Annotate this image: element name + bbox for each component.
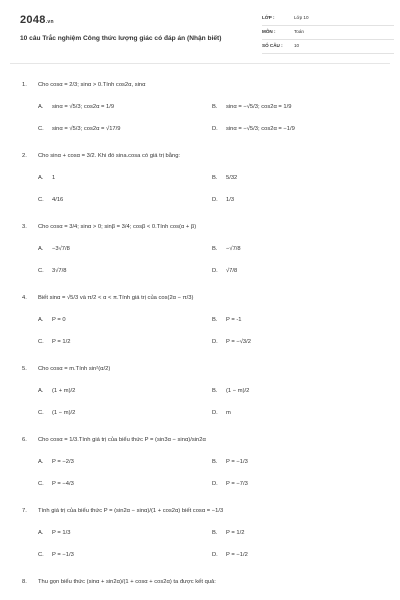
option-d[interactable] [212, 268, 237, 276]
option-c[interactable] [38, 197, 63, 205]
option-text: √7/8 [226, 268, 238, 274]
question-4 [22, 295, 382, 365]
option-letter: A. [38, 388, 44, 394]
option-letter: C. [38, 410, 44, 416]
meta-value: Lớp 10 [294, 15, 309, 20]
question-number: 7. [22, 508, 27, 514]
option-letter: A. [38, 459, 44, 465]
option-letter: C. [38, 197, 44, 203]
option-letter: C. [38, 481, 44, 487]
question-number: 6. [22, 437, 27, 443]
question-text: Cho cosα = m.Tính sin²(α/2) [38, 366, 111, 372]
option-a[interactable] [38, 388, 75, 396]
option-letter: B. [212, 388, 218, 394]
option-b[interactable] [212, 246, 241, 254]
option-b[interactable] [212, 530, 244, 538]
option-b[interactable] [212, 104, 291, 112]
option-text: P = −7/3 [226, 481, 248, 487]
option-b[interactable] [212, 175, 237, 183]
meta-row-count [262, 42, 394, 54]
worksheet-meta [262, 14, 394, 56]
option-text: 3√7/8 [52, 268, 67, 274]
option-letter: B. [212, 175, 218, 181]
option-text: 4/16 [52, 197, 64, 203]
worksheet-title: 10 câu Trắc nghiệm Công thức lượng giác có đáp án (Nhận biết) [20, 35, 222, 42]
option-a[interactable] [38, 104, 114, 112]
meta-label: SỐ CÂU : [262, 43, 283, 48]
option-text: (1 + m)/2 [52, 388, 76, 394]
option-letter: A. [38, 530, 44, 536]
option-letter: B. [212, 530, 218, 536]
option-letter: D. [212, 552, 218, 558]
option-text: P = 0 [52, 317, 66, 323]
meta-label: LỚP : [262, 15, 275, 20]
option-text: sinα = −√5/3; cos2α = −1/9 [226, 126, 295, 132]
meta-row-subject [262, 28, 394, 40]
question-1 [22, 82, 382, 152]
option-text: 1 [52, 175, 56, 181]
option-letter: D. [212, 339, 218, 345]
option-a[interactable] [38, 317, 66, 325]
question-2 [22, 153, 382, 223]
option-letter: D. [212, 268, 218, 274]
question-7 [22, 508, 382, 578]
option-d[interactable] [212, 126, 295, 134]
question-5 [22, 366, 382, 436]
meta-value: Toán [294, 29, 304, 34]
option-b[interactable] [212, 317, 242, 325]
option-text: m [226, 410, 231, 416]
option-letter: A. [38, 104, 44, 110]
logo-main: 2048 [20, 14, 46, 26]
question-number: 1. [22, 82, 27, 88]
question-text: Cho sinα + cosα = 3/2. Khi đó sina.cosa có giá trị bằng: [38, 153, 181, 159]
option-d[interactable] [212, 552, 248, 560]
option-b[interactable] [212, 388, 249, 396]
option-letter: D. [212, 481, 218, 487]
option-text: −√7/8 [226, 246, 241, 252]
option-text: 1/3 [226, 197, 235, 203]
question-text: Thu gọn biểu thức (sinα + sin2α)/(1 + cosα + cos2α) ta được kết quả: [38, 579, 216, 585]
option-text: P = −4/3 [52, 481, 74, 487]
option-b[interactable] [212, 459, 248, 467]
option-c[interactable] [38, 410, 75, 418]
option-text: (1 − m)/2 [52, 410, 76, 416]
option-letter: B. [212, 317, 218, 323]
option-text: P = −1/3 [226, 459, 248, 465]
option-letter: C. [38, 339, 44, 345]
option-text: P = −2/3 [52, 459, 74, 465]
option-c[interactable] [38, 126, 121, 134]
option-c[interactable] [38, 268, 66, 276]
question-text: Cho cosα = 1/3.Tính giá trị của biểu thức P = (sin3α − sinα)/sin2α [38, 437, 206, 443]
option-letter: B. [212, 246, 218, 252]
option-d[interactable] [212, 339, 251, 347]
option-text: P = -1 [226, 317, 242, 323]
option-text: P = 1/3 [52, 530, 71, 536]
option-text: sinα = √5/3; cos2α = 1/9 [52, 104, 115, 110]
option-letter: A. [38, 317, 44, 323]
worksheet-header [10, 10, 390, 60]
question-number: 4. [22, 295, 27, 301]
option-letter: B. [212, 104, 218, 110]
site-logo[interactable] [20, 14, 54, 26]
option-letter: C. [38, 126, 44, 132]
option-letter: B. [212, 459, 218, 465]
question-number: 8. [22, 579, 27, 585]
option-letter: D. [212, 126, 218, 132]
option-c[interactable] [38, 552, 74, 560]
option-a[interactable] [38, 246, 70, 254]
option-text: P = −1/3 [52, 552, 74, 558]
question-number: 5. [22, 366, 27, 372]
option-letter: C. [38, 552, 44, 558]
option-text: P = −√3/2 [226, 339, 251, 345]
question-number: 2. [22, 153, 27, 159]
question-number: 3. [22, 224, 27, 230]
question-text: Cho cosα = 2/3; sinα > 0.Tính cos2α, sinα [38, 82, 146, 88]
option-text: P = −1/2 [226, 552, 248, 558]
logo-tld: .vn [45, 19, 54, 25]
option-text: sinα = √5/3; cos2α = √17/9 [52, 126, 121, 132]
option-d[interactable] [212, 197, 234, 205]
question-6 [22, 437, 382, 507]
option-c[interactable] [38, 481, 74, 489]
option-a[interactable] [38, 459, 74, 467]
question-text: Biết sinα = √5/3 và π/2 < α < π.Tính giá trị của cos(2α − π/3) [38, 295, 194, 301]
option-text: P = 1/2 [226, 530, 245, 536]
meta-value: 10 [294, 43, 300, 48]
option-d[interactable] [212, 410, 231, 418]
question-3 [22, 224, 382, 294]
meta-row-class [262, 14, 394, 26]
question-text: Cho cosα = 3/4; sinα > 0; sinβ = 3/4; cosβ < 0.Tính cos(α + β) [38, 224, 197, 230]
option-text: −3√7/8 [52, 246, 70, 252]
option-letter: C. [38, 268, 44, 274]
meta-label: MÔN : [262, 29, 276, 34]
option-d[interactable] [212, 481, 248, 489]
option-letter: A. [38, 175, 44, 181]
option-a[interactable] [38, 175, 55, 183]
question-8 [22, 579, 382, 591]
option-text: 5/32 [226, 175, 238, 181]
option-letter: A. [38, 246, 44, 252]
option-a[interactable] [38, 530, 70, 538]
option-text: (1 − m)/2 [226, 388, 250, 394]
option-letter: D. [212, 410, 218, 416]
header-divider [10, 63, 390, 64]
question-text: Tính giá trị của biểu thức P = (sin2α − sinα)/(1 + cos2α) biết cosα = −1/3 [38, 508, 224, 514]
option-c[interactable] [38, 339, 70, 347]
option-text: sinα = −√5/3; cos2α = 1/9 [226, 104, 292, 110]
option-letter: D. [212, 197, 218, 203]
option-text: P = 1/2 [52, 339, 71, 345]
